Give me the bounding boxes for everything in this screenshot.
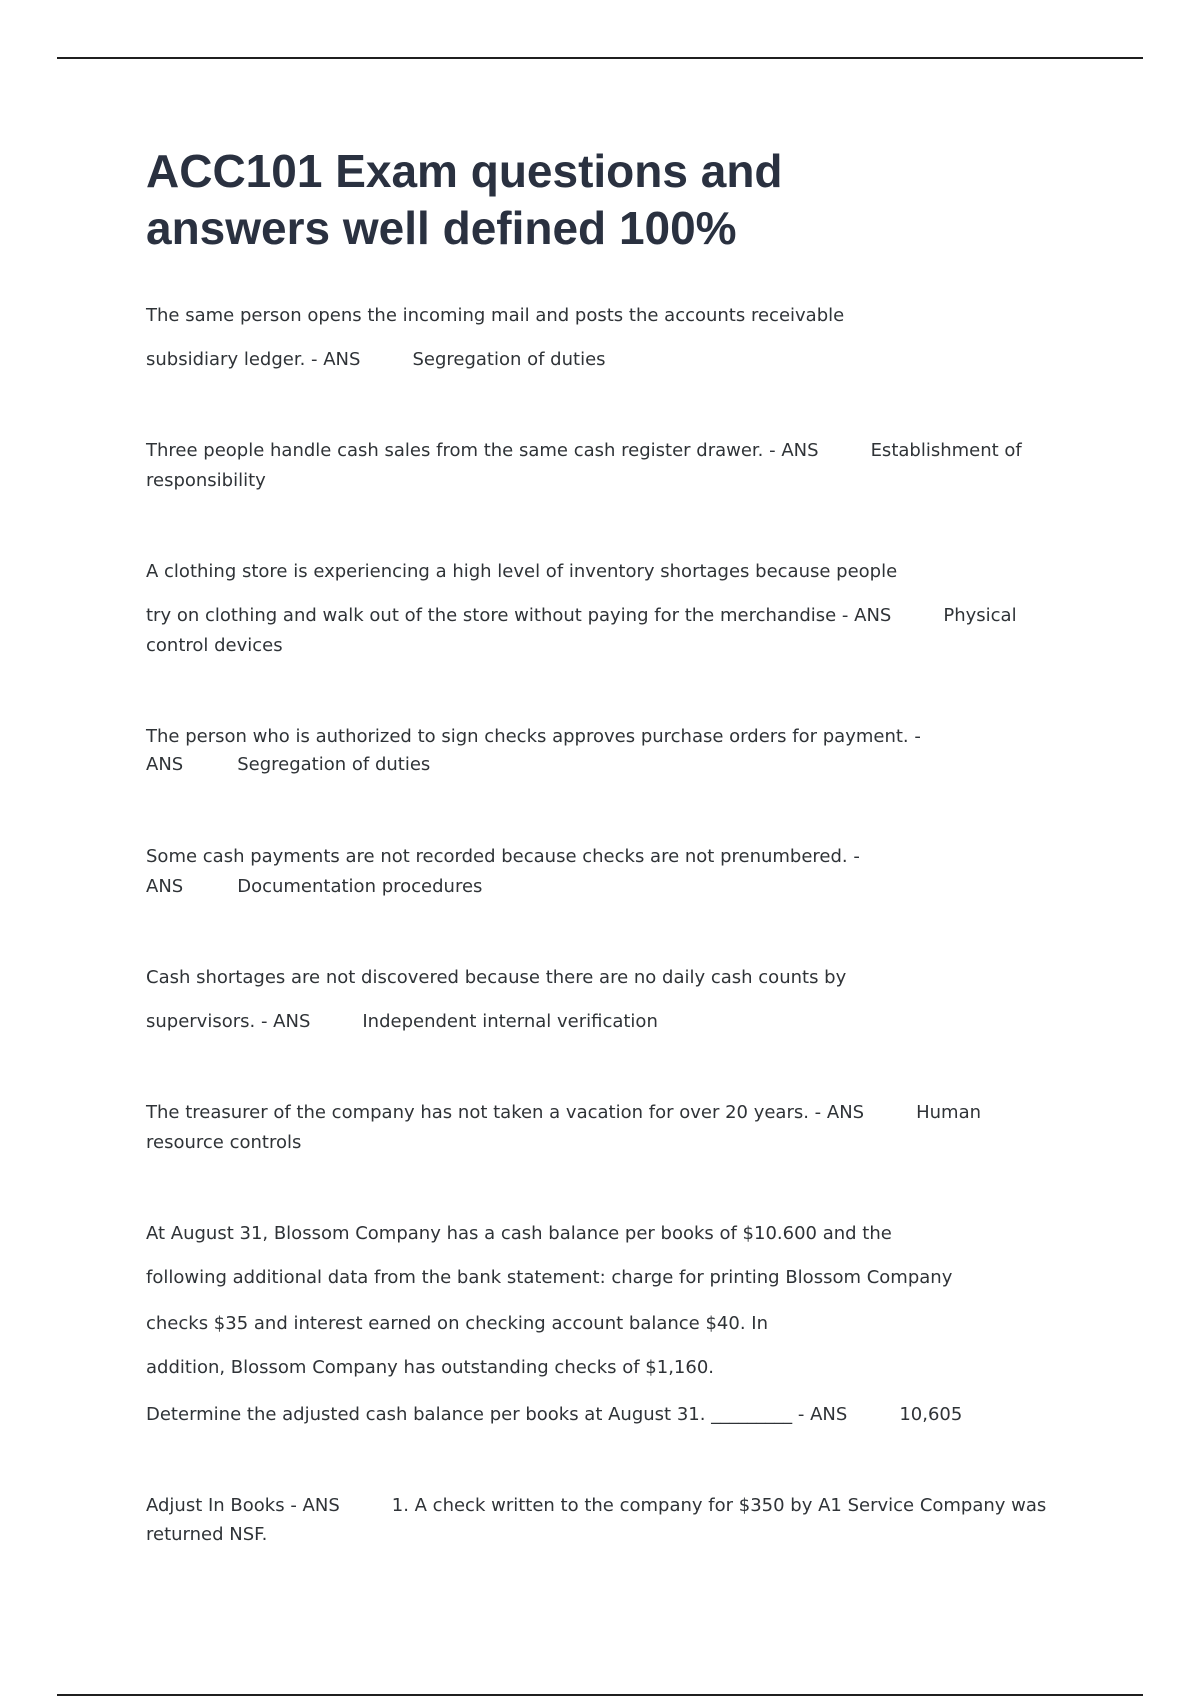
answer-7-continued: resource controls [146, 1132, 302, 1153]
question-8-line-2: following additional data from the bank statement: charge for printing Blossom Company [146, 1267, 953, 1288]
question-1-line-2 [146, 348, 606, 372]
question-7-line-1 [146, 1101, 981, 1125]
question-7-prompt: The treasurer of the company has not taken a vacation for over 20 years. - ANS [146, 1102, 865, 1123]
answer-9-continued: returned NSF. [146, 1524, 268, 1545]
answer-3: Physical [943, 605, 1017, 626]
question-3-prompt: try on clothing and walk out of the store without paying for the merchandise - ANS [146, 605, 892, 626]
question-8-prompt: Determine the adjusted cash balance per books at August 31. _________ - ANS [146, 1404, 848, 1425]
question-4-prompt: ANS [146, 754, 184, 775]
answer-6: Independent internal verification [362, 1011, 658, 1032]
question-5-prompt: ANS [146, 876, 184, 897]
answer-2-continued: responsibility [146, 470, 266, 491]
answer-4: Segregation of duties [237, 754, 431, 775]
title-line-2: answers well defined 100% [146, 202, 737, 254]
title-line-1: ACC101 Exam questions and [146, 145, 783, 197]
question-9-prompt: Adjust In Books - ANS [146, 1495, 340, 1516]
question-6-line-1: Cash shortages are not discovered because there are no daily cash counts by [146, 967, 847, 988]
question-4-line-2 [146, 753, 430, 777]
answer-8: 10,605 [899, 1404, 963, 1425]
question-5-line-2 [146, 875, 482, 899]
question-2-line-1 [146, 439, 1022, 463]
question-8-line-3: checks $35 and interest earned on checking account balance $40. In [146, 1313, 768, 1334]
answer-7: Human [916, 1102, 982, 1123]
answer-9: 1. A check written to the company for $350 by A1 Service Company was [391, 1495, 1047, 1516]
question-3-line-2 [146, 604, 1017, 628]
document-title [146, 143, 1046, 257]
answer-5: Documentation procedures [237, 876, 483, 897]
question-1-prompt: subsidiary ledger. - ANS [146, 349, 361, 370]
question-9-line-1 [146, 1494, 1046, 1518]
bottom-rule [57, 1694, 1143, 1696]
answer-3-continued: control devices [146, 635, 283, 656]
question-1-line-1: The same person opens the incoming mail and posts the accounts receivable [146, 305, 845, 326]
answer-2: Establishment of [870, 440, 1022, 461]
question-4-line-1: The person who is authorized to sign checks approves purchase orders for payment. - [146, 726, 921, 747]
question-8-line-1: At August 31, Blossom Company has a cash balance per books of $10.600 and the [146, 1223, 892, 1244]
question-2-prompt: Three people handle cash sales from the same cash register drawer. - ANS [146, 440, 819, 461]
question-8-line-5 [146, 1403, 962, 1427]
question-5-line-1: Some cash payments are not recorded because checks are not prenumbered. - [146, 846, 860, 867]
question-3-line-1: A clothing store is experiencing a high level of inventory shortages because people [146, 561, 898, 582]
question-6-line-2 [146, 1010, 658, 1034]
question-8-line-4: addition, Blossom Company has outstanding checks of $1,160. [146, 1357, 714, 1378]
top-rule [57, 57, 1143, 59]
answer-1: Segregation of duties [412, 349, 606, 370]
question-6-prompt: supervisors. - ANS [146, 1011, 311, 1032]
